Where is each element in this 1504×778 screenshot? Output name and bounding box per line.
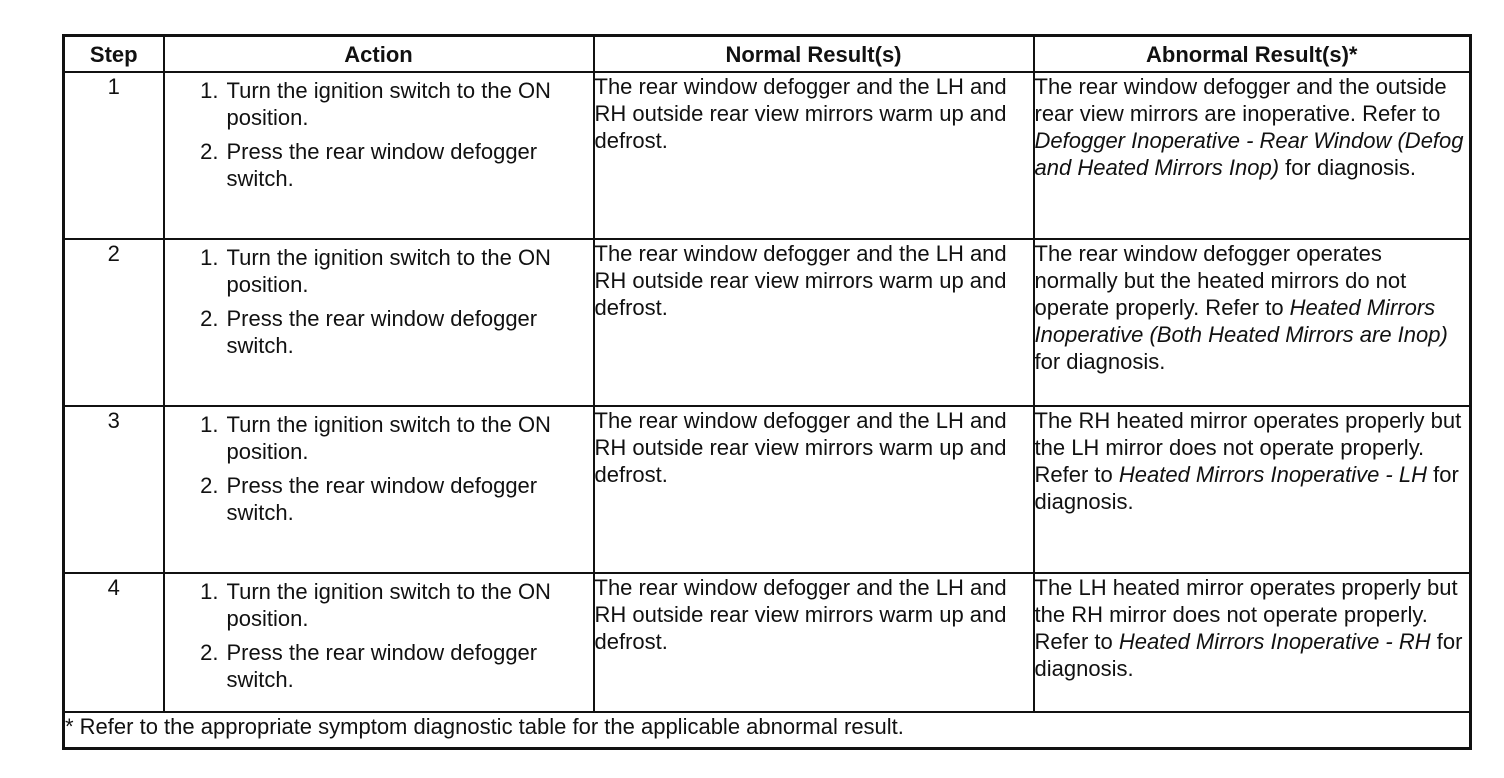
abnormal-result-text: The LH heated mirror operates properly but the RH mirror does not operate properly. Refer to [1034,575,1458,654]
abnormal-result-suffix: for diagnosis. [1034,349,1166,374]
action-item [165,639,587,693]
action-item-number: 1. [200,412,219,437]
action-item-number: 2. [200,640,219,665]
abnormal-result-reference: Defogger Inoperative - Rear Window (Defog and Heated Mirrors Inop) [1034,128,1464,180]
action-item [165,578,587,632]
action-item-number: 2. [200,473,219,498]
action-item-text: Turn the ignition switch to the ON position. [226,412,551,464]
abnormal-result [1034,573,1471,712]
normal-result: The rear window defogger and the LH and RH outside rear view mirrors warm up and defrost. [594,239,1034,406]
table-row [64,573,1471,712]
header-row [64,36,1471,73]
abnormal-result [1034,406,1471,573]
action-cell [164,72,594,239]
step-number: 3 [64,406,164,573]
step-number: 1 [64,72,164,239]
action-list [165,574,593,693]
action-item-number: 2. [200,306,219,331]
action-item-number: 1. [200,579,219,604]
action-item-text: Press the rear window defogger switch. [226,640,538,692]
action-list [165,407,593,526]
header-abnormal-results: Abnormal Result(s)* [1034,36,1471,73]
table-row [64,406,1471,573]
action-list [165,73,593,192]
table-row [64,72,1471,239]
normal-result: The rear window defogger and the LH and RH outside rear view mirrors warm up and defrost. [594,72,1034,239]
action-item-text: Turn the ignition switch to the ON position. [226,78,551,130]
action-cell [164,406,594,573]
abnormal-result-text: The RH heated mirror operates properly but the LH mirror does not operate properly. Refer to [1034,408,1462,487]
normal-result: The rear window defogger and the LH and RH outside rear view mirrors warm up and defrost. [594,406,1034,573]
abnormal-result-text: The rear window defogger and the outside rear view mirrors are inoperative. Refer to [1034,74,1447,126]
abnormal-result-reference: Heated Mirrors Inoperative - RH [1118,629,1431,654]
action-item [165,305,587,359]
action-item-text: Press the rear window defogger switch. [226,139,538,191]
action-list [165,240,593,359]
step-number: 4 [64,573,164,712]
abnormal-result-text: The rear window defogger operates normally but the heated mirrors do not operate properly. Refer to [1034,241,1407,320]
header-action: Action [164,36,594,73]
abnormal-result [1034,72,1471,239]
action-item [165,411,587,465]
abnormal-result [1034,239,1471,406]
action-item-number: 2. [200,139,219,164]
action-item-number: 1. [200,245,219,270]
action-item [165,244,587,298]
header-normal-results: Normal Result(s) [594,36,1034,73]
step-number: 2 [64,239,164,406]
action-item [165,77,587,131]
action-item-text: Turn the ignition switch to the ON position. [226,579,551,631]
header-step: Step [64,36,164,73]
abnormal-result-reference: Heated Mirrors Inoperative - LH [1118,462,1427,487]
normal-result: The rear window defogger and the LH and RH outside rear view mirrors warm up and defrost. [594,573,1034,712]
abnormal-result-suffix: for diagnosis. [1279,155,1417,180]
action-cell [164,239,594,406]
action-item-text: Press the rear window defogger switch. [226,473,538,525]
abnormal-result-suffix: for diagnosis. [1034,462,1459,514]
action-item [165,472,587,526]
diagnostic-table [62,34,1472,750]
action-item [165,138,587,192]
footnote-row [64,712,1471,749]
table-row [64,239,1471,406]
action-item-number: 1. [200,78,219,103]
action-item-text: Press the rear window defogger switch. [226,306,538,358]
action-cell [164,573,594,712]
footnote: * Refer to the appropriate symptom diagnostic table for the applicable abnormal result. [64,712,1471,749]
action-item-text: Turn the ignition switch to the ON position. [226,245,551,297]
abnormal-result-reference: Heated Mirrors Inoperative (Both Heated Mirrors are Inop) [1034,295,1448,347]
abnormal-result-suffix: for diagnosis. [1034,629,1463,681]
